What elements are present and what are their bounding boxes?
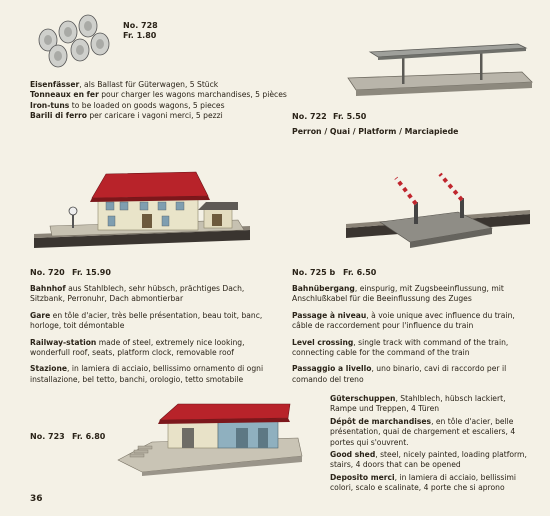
level-crossing-image <box>340 172 536 252</box>
item-723-description <box>330 394 532 494</box>
item-728-description <box>30 80 290 122</box>
item-725b-number: No. 725 b <box>292 268 336 277</box>
item-728-line-de: Eisenfässer, als Ballast für Güterwagen, 5 Stück <box>30 80 219 89</box>
item-725b-para-en: Level crossing, single track with command of the train, connecting cable for the command of the train <box>292 337 509 358</box>
item-720-number: No. 720 <box>30 268 65 277</box>
item-728-number: No. 728 <box>123 21 158 30</box>
item-728-line-it: Barili di ferro per caricare i vagoni merci, 5 pezzi <box>30 111 223 121</box>
item-720-price: Fr. 15.90 <box>72 268 111 277</box>
item-725b-para-fr: Passage à niveau, à voie unique avec influence du train, câble de raccordement pour l'influence du train <box>292 310 515 331</box>
item-728-line-en: Iron-tuns to be loaded on goods wagons, 5 pieces <box>30 100 225 110</box>
item-728-line-fr: Tonneaux en fer pour charger les wagons marchandises, 5 pièces <box>30 90 287 100</box>
item-722-price: Fr. 5.50 <box>333 112 367 121</box>
item-725b-price: Fr. 6.50 <box>343 268 377 277</box>
item-722-caption: Perron / Quai / Platform / Marciapiede <box>292 127 459 136</box>
railway-station-image <box>28 168 256 254</box>
item-720-para-de: Bahnhof aus Stahlblech, sehr hübsch, prächtiges Dach, Sitzbank, Perronuhr, Dach abmontierbar <box>30 284 245 304</box>
item-720-description <box>30 284 272 385</box>
item-723-para-de: Güterschuppen, Stahlblech, hübsch lackiert, Rampe und Treppen, 4 Türen <box>330 394 506 414</box>
item-723-price: Fr. 6.80 <box>72 432 106 441</box>
item-725b-description <box>292 284 532 385</box>
iron-barrels-image <box>34 14 114 70</box>
item-723-para-en: Good shed, steel, nicely painted, loading platform, stairs, 4 doors that can be opened <box>330 450 527 470</box>
item-723-para-fr: Dépôt de marchandises, en tôle d'acier, belle présentation, quai de chargement et escaliers, 4 portes qui s'ouvrent. <box>330 416 516 447</box>
goods-shed-image <box>112 398 308 476</box>
item-725b-para-it: Passaggio a livello, uno binario, cavi di raccordo per il comando del treno <box>292 364 507 384</box>
platform-image <box>340 32 540 100</box>
item-723-number: No. 723 <box>30 432 65 441</box>
item-720-para-fr: Gare en tôle d'acier, très belle présentation, beau toit, banc, horloge, toit démontable <box>30 310 263 331</box>
item-722-number: No. 722 <box>292 112 327 121</box>
item-728-price: Fr. 1.80 <box>123 31 157 40</box>
item-720-para-en: Railway-station made of steel, extremely nice looking, wonderfull roof, seats, platform clock, removable roof <box>30 337 245 358</box>
page-number: 36 <box>30 494 43 504</box>
item-725b-para-de: Bahnübergang, einspurig, mit Zugsbeeinflussung, mit Anschlußkabel für die Beeinflussung des Zuges <box>292 284 504 304</box>
item-723-para-it: Deposito merci, in lamiera di acciaio, bellissimi colori, scalo e scalinate, 4 porte che si aprono <box>330 472 516 493</box>
item-720-para-it: Stazione, in lamiera di acciaio, bellissimo ornamento di ogni installazione, bel tetto, banchi, orologio, tetto smotabile <box>30 364 264 384</box>
